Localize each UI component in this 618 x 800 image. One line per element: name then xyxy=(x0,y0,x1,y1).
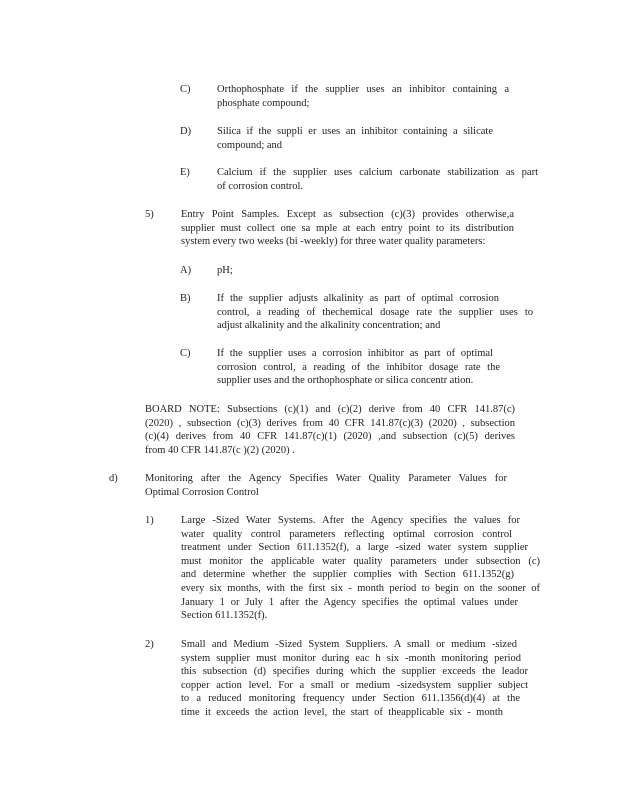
item-text xyxy=(217,83,509,110)
item-label: C) xyxy=(180,84,191,95)
item-label: E) xyxy=(180,167,190,178)
item-label: C) xyxy=(180,348,191,359)
text-line: must monitor the applicable water quality parameters under subsection (c) xyxy=(181,555,540,567)
item-label: 5) xyxy=(145,209,154,220)
text-line: If the supplier uses a corrosion inhibitor as part of optimal xyxy=(217,348,493,359)
board-note xyxy=(145,403,515,457)
item-label: D) xyxy=(180,126,192,137)
text-line: phosphate compound; xyxy=(217,97,310,109)
text-line: Entry Point Samples. Except as subsection (c)(3) provides otherwise,a xyxy=(181,209,514,220)
item-text xyxy=(181,514,540,623)
text-line: system supplier must monitor during eac h six -month monitoring period xyxy=(181,652,521,664)
text-line: corrosion control, a reading of the inhibitor dosage rate the xyxy=(217,361,500,373)
text-line: this subsection (d) specifies during which the supplier exceeds the leador xyxy=(181,666,528,678)
text-line: of corrosion control. xyxy=(217,180,304,192)
text-line: Monitoring after the Agency Specifies Water Quality Parameter Values for xyxy=(145,473,507,484)
text-line: from 40 CFR 141.87(c )(2) (2020) . xyxy=(145,444,295,456)
item-label: 2) xyxy=(145,639,154,650)
item-text xyxy=(181,638,528,720)
item-label: B) xyxy=(180,293,191,304)
item-text xyxy=(217,347,505,388)
text-line: supplier must collect one sa mple at each entry point to its distribution xyxy=(181,222,514,234)
text-line: pH; xyxy=(217,265,233,276)
item-text xyxy=(181,208,514,249)
text-line: supplier uses and the orthophosphate or silica concentr ation. xyxy=(217,375,474,387)
text-line: Orthophosphate if the supplier uses an inhibitor containing a xyxy=(217,84,509,95)
item-text xyxy=(217,166,538,193)
text-line: (c)(4) derives from 40 CFR 141.87(c)(1) (2020) ,and subsection (c)(5) derives xyxy=(145,431,515,443)
text-line: If the supplier adjusts alkalinity as part of optimal corrosion xyxy=(217,293,499,304)
text-line: water quality control parameters reflecting optimal corrosion control xyxy=(181,528,512,540)
section-label: d) xyxy=(109,473,118,484)
text-line: Large -Sized Water Systems. After the Agency specifies the values for xyxy=(181,515,520,526)
item-label: A) xyxy=(180,265,192,276)
text-line: BOARD NOTE: Subsections (c)(1) and (c)(2) derive from 40 CFR 141.87(c) xyxy=(145,404,515,415)
text-line: every six months, with the first six - month period to begin on the sooner of xyxy=(181,582,540,594)
text-line: time it exceeds the action level, the start of theapplicable six - month xyxy=(181,706,503,718)
text-line: Silica if the suppli er uses an inhibitor containing a silicate xyxy=(217,126,493,137)
text-line: system every two weeks (bi -weekly) for three water quality parameters: xyxy=(181,236,486,248)
text-line: copper action level. For a small or medium -sizedsystem supplier subject xyxy=(181,679,528,691)
text-line: control, a reading of thechemical dosage rate the supplier uses to xyxy=(217,306,533,318)
item-text xyxy=(217,264,517,278)
text-line: (2020) , subsection (c)(3) derives from 40 CFR 141.87(c)(3) (2020) , subsection xyxy=(145,417,515,429)
text-line: Small and Medium -Sized System Suppliers. A small or medium -sized xyxy=(181,639,517,650)
text-line: adjust alkalinity and the alkalinity concentration; and xyxy=(217,320,441,332)
item-text xyxy=(217,125,493,152)
item-text xyxy=(217,292,533,333)
text-line: and determine whether the supplier complies with Section 611.1352(g) xyxy=(181,569,514,581)
item-label: 1) xyxy=(145,515,154,526)
text-line: Optimal Corrosion Control xyxy=(145,486,259,498)
section-heading xyxy=(145,472,507,499)
text-line: Section 611.1352(f). xyxy=(181,610,268,622)
text-line: to a reduced monitoring frequency under Section 611.1356(d)(4) at the xyxy=(181,693,520,705)
text-line: Calcium if the supplier uses calcium carbonate stabilization as part xyxy=(217,167,538,178)
text-line: January 1 or July 1 after the Agency specifies the optimal values under xyxy=(181,596,518,608)
text-line: treatment under Section 611.1352(f), a large -sized water system supplier xyxy=(181,542,528,554)
text-line: compound; and xyxy=(217,139,283,151)
